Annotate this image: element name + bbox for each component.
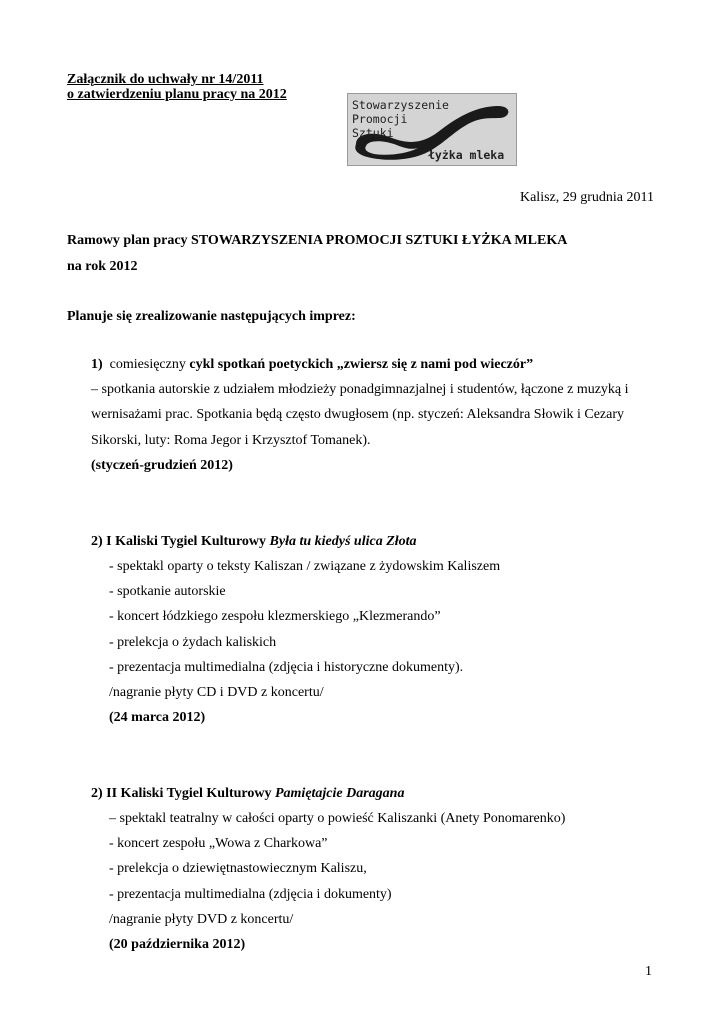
item3-bullet-1: – spektakl teatralny w całości oparty o powieść Kaliszanki (Anety Ponomarenko) — [109, 811, 566, 826]
item2-title: 2) I Kaliski Tygiel Kulturowy — [91, 534, 267, 549]
item2-heading — [91, 534, 417, 550]
item3-title-italic: Pamiętajcie Daragana — [274, 786, 405, 801]
page-number: 1 — [645, 964, 652, 979]
item1-desc-3: Sikorski, luty: Roma Jegor i Krzysztof Tomanek). — [91, 433, 371, 448]
item1-title: cykl spotkań poetyckich „zwiersz się z nami pod wieczór” — [189, 357, 534, 372]
item2-note: /nagranie płyty CD i DVD z koncertu/ — [109, 685, 324, 700]
item2-bullet-4: - prelekcja o żydach kaliskich — [109, 635, 277, 650]
intro-text: Planuje się zrealizowanie następujących imprez: — [67, 309, 356, 324]
item3-bullet-3: - prelekcja o dziewiętnastowiecznym Kaliszu, — [109, 861, 367, 876]
title-line-1: Ramowy plan pracy STOWARZYSZENIA PROMOCJI SZTUKI ŁYŻKA MLEKA — [67, 233, 568, 248]
item3-bullet-4: - prezentacja multimedialna (zdjęcia i dokumenty) — [109, 887, 392, 902]
item1-lead: comiesięczny — [109, 357, 186, 372]
item1-heading — [91, 357, 533, 373]
item1-desc-2: wernisażami prac. Spotkania będą często dwugłosem (np. styczeń: Aleksandra Słowik i Cezary — [91, 407, 625, 422]
item2-bullet-2: - spotkanie autorskie — [109, 584, 226, 599]
logo-text-line-2: Promocji — [352, 112, 408, 126]
item3-date: (20 października 2012) — [109, 937, 246, 952]
logo-text-line-1: Stowarzyszenie — [352, 98, 449, 112]
date-line: Kalisz, 29 grudnia 2011 — [519, 190, 654, 205]
item2-bullet-3: - koncert łódzkiego zespołu klezmerskiego „Klezmerando” — [109, 609, 441, 624]
item2-bullet-5: - prezentacja multimedialna (zdjęcia i historyczne dokumenty). — [109, 660, 464, 675]
organization-logo — [347, 93, 517, 166]
item2-title-italic: Była tu kiedyś ulica Złota — [269, 534, 417, 549]
item1-dates: (styczeń-grudzień 2012) — [91, 458, 233, 473]
header-line-2: o zatwierdzeniu planu pracy na 2012 — [67, 87, 287, 102]
item3-heading — [91, 786, 404, 802]
item2-date: (24 marca 2012) — [109, 710, 206, 725]
item1-number: 1) — [91, 357, 103, 372]
logo-name: łyżka mleka — [428, 148, 505, 162]
item3-note: /nagranie płyty DVD z koncertu/ — [109, 912, 294, 927]
item1-desc-1: – spotkania autorskie z udziałem młodzieży ponadgimnazjalnej i studentów, łączone z muzyką i — [91, 382, 629, 397]
logo-text-line-3: Sztuki — [352, 126, 394, 140]
item2-bullet-1: - spektakl oparty o teksty Kaliszan / związane z żydowskim Kaliszem — [109, 559, 501, 574]
title-line-2: na rok 2012 — [67, 259, 138, 274]
item3-title: 2) II Kaliski Tygiel Kulturowy — [91, 786, 272, 801]
header-line-1: Załącznik do uchwały nr 14/2011 — [67, 72, 264, 87]
item3-bullet-2: - koncert zespołu „Wowa z Charkowa” — [109, 836, 328, 851]
